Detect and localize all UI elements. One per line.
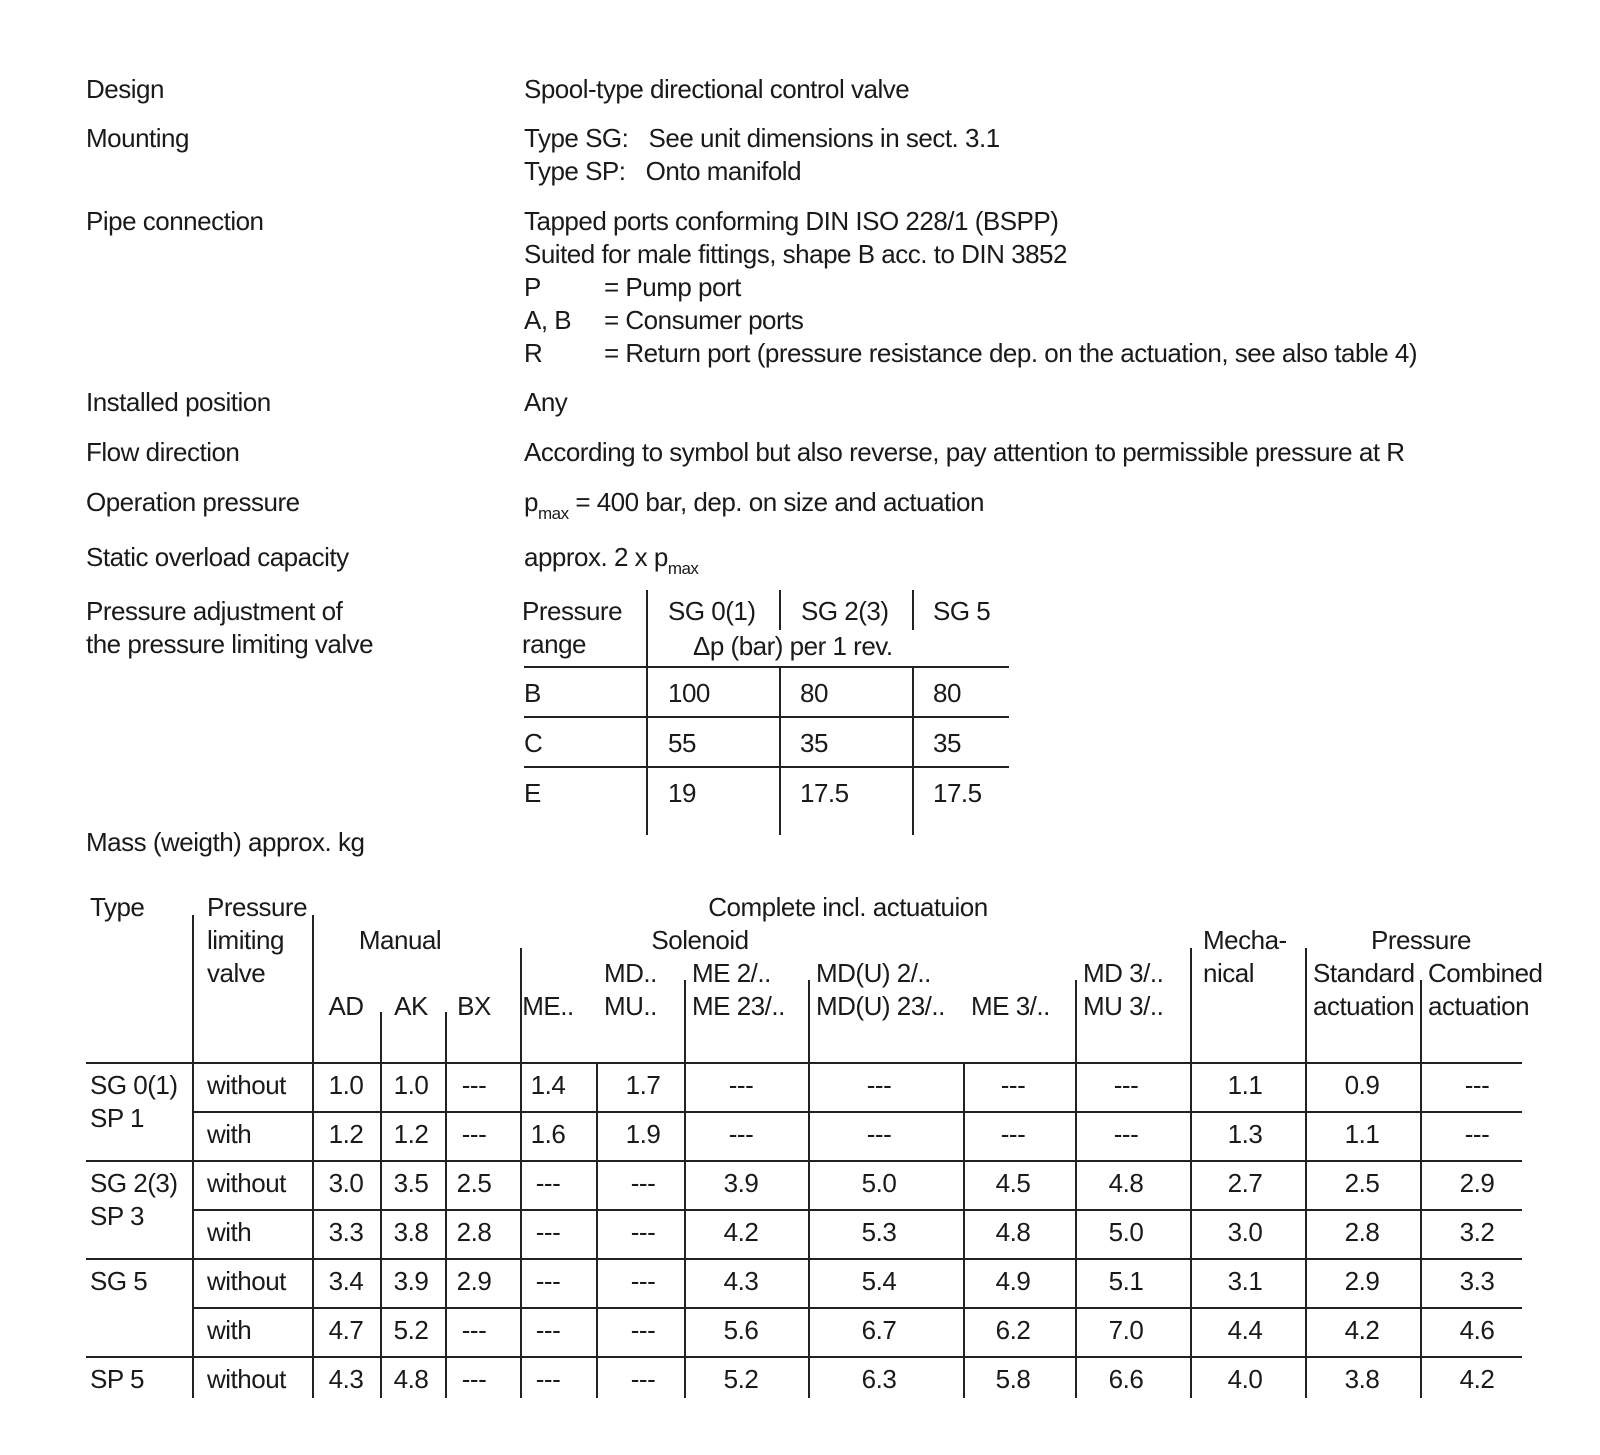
- size-head: SG 2(3): [801, 596, 889, 626]
- mass-cell: 1.0: [393, 1070, 429, 1100]
- type-cell: SP 1: [90, 1103, 144, 1133]
- mounting-label: Mounting: [86, 123, 189, 153]
- mass-cell: 1.2: [328, 1119, 364, 1149]
- mass-cell: 3.9: [723, 1168, 759, 1198]
- row-divider: [524, 766, 1009, 768]
- type-cell: SG 5: [90, 1266, 148, 1296]
- static-value: [524, 540, 698, 578]
- value-cell: 19: [668, 778, 696, 808]
- mass-cell: 1.6: [530, 1119, 566, 1149]
- mass-cell: 2.7: [1227, 1168, 1263, 1198]
- flow-label: Flow direction: [86, 437, 240, 467]
- range-cell: C: [524, 728, 543, 758]
- complete-head: Complete incl. actuatuion: [708, 892, 988, 922]
- solenoid-head: Solenoid: [651, 925, 749, 955]
- mass-cell: 6.2: [995, 1315, 1031, 1345]
- type-cell: SP 5: [90, 1364, 144, 1394]
- mass-cell: 3.3: [1459, 1266, 1495, 1296]
- mass-cell: 4.8: [1108, 1168, 1144, 1198]
- type-cell: SG 2(3): [90, 1168, 178, 1198]
- plv-head: Pressure: [207, 892, 308, 922]
- value-cell: 80: [933, 678, 961, 708]
- col-divider: [808, 980, 810, 1398]
- mass-cell: 1.7: [625, 1070, 661, 1100]
- mass-cell: 3.9: [393, 1266, 429, 1296]
- col-divider: [596, 1062, 598, 1398]
- mass-cell: 4.9: [995, 1266, 1031, 1296]
- mass-cell: 2.9: [456, 1266, 492, 1296]
- mass-cell: 2.5: [456, 1168, 492, 1198]
- col-divider: [684, 980, 686, 1398]
- mass-cell: 3.5: [393, 1168, 429, 1198]
- mass-cell: 4.5: [995, 1168, 1031, 1198]
- col-divider: [779, 666, 781, 835]
- adjust-label-2: the pressure limiting valve: [86, 629, 374, 659]
- group-divider: [86, 1258, 1522, 1260]
- mass-cell: 6.7: [861, 1315, 897, 1345]
- operation-label: Operation pressure: [86, 487, 300, 517]
- delta-p-subhead: Δp (bar) per 1 rev.: [693, 631, 893, 661]
- mounting-sg: Type SG: See unit dimensions in sect. 3.1: [524, 123, 1000, 153]
- mass-title: Mass (weigth) approx. kg: [86, 827, 365, 857]
- operation-rest: = 400 bar, dep. on size and actuation: [568, 487, 984, 517]
- mass-cell: 1.0: [328, 1070, 364, 1100]
- mass-cell: 7.0: [1108, 1315, 1144, 1345]
- col-divider: [1305, 948, 1307, 1398]
- adjust-label-1: Pressure adjustment of: [86, 596, 343, 626]
- mass-cell: 4.8: [995, 1217, 1031, 1247]
- mass-cell: 1.1: [1344, 1119, 1380, 1149]
- mass-cell: ---: [630, 1168, 656, 1198]
- row-divider: [524, 666, 1009, 668]
- mass-cell: ---: [728, 1119, 754, 1149]
- column-subhead: AK: [394, 991, 428, 1021]
- mass-cell: 1.9: [625, 1119, 661, 1149]
- mass-cell: 4.6: [1459, 1315, 1495, 1345]
- mass-cell: ---: [630, 1364, 656, 1394]
- value-cell: 35: [800, 728, 828, 758]
- column-subhead: Standard: [1313, 958, 1415, 988]
- pressure-range-head: Pressure: [522, 596, 623, 626]
- mass-cell: 5.2: [723, 1364, 759, 1394]
- mass-cell: 4.3: [723, 1266, 759, 1296]
- mass-cell: 3.0: [328, 1168, 364, 1198]
- value-cell: 55: [668, 728, 696, 758]
- mass-cell: 4.4: [1227, 1315, 1263, 1345]
- mass-cell: 4.8: [393, 1364, 429, 1394]
- mass-cell: ---: [535, 1168, 561, 1198]
- column-subhead: AD: [328, 991, 364, 1021]
- port-desc: = Pump port: [604, 272, 741, 302]
- mass-cell: ---: [1000, 1119, 1026, 1149]
- design-value: Spool-type directional control valve: [524, 74, 910, 104]
- plv-head: valve: [207, 958, 266, 988]
- port-desc: = Consumer ports: [604, 305, 804, 335]
- port-key: R: [524, 338, 543, 368]
- mass-cell: 5.1: [1108, 1266, 1144, 1296]
- group-divider: [86, 1062, 1522, 1064]
- mass-cell: 4.7: [328, 1315, 364, 1345]
- mass-cell: ---: [461, 1119, 487, 1149]
- column-subhead: Combined: [1428, 958, 1543, 988]
- mass-cell: 3.8: [393, 1217, 429, 1247]
- mass-cell: 5.3: [861, 1217, 897, 1247]
- mechanical-head: Mecha-: [1203, 925, 1287, 955]
- mass-cell: 5.4: [861, 1266, 897, 1296]
- port-key: P: [524, 272, 541, 302]
- plv-cell: with: [207, 1315, 252, 1345]
- mass-cell: 2.5: [1344, 1168, 1380, 1198]
- plv-cell: without: [207, 1168, 286, 1198]
- static-prefix: approx. 2 x p: [524, 542, 668, 572]
- pmax-subscript: max: [537, 504, 569, 523]
- mass-cell: ---: [866, 1119, 892, 1149]
- mass-cell: 2.8: [456, 1217, 492, 1247]
- value-cell: 80: [800, 678, 828, 708]
- mass-cell: ---: [1113, 1070, 1139, 1100]
- mass-cell: 5.6: [723, 1315, 759, 1345]
- plv-head: limiting: [207, 925, 284, 955]
- size-head: SG 0(1): [668, 596, 756, 626]
- mass-cell: 5.2: [393, 1315, 429, 1345]
- plv-cell: without: [207, 1364, 286, 1394]
- mass-cell: 6.6: [1108, 1364, 1144, 1394]
- plv-cell: with: [207, 1217, 252, 1247]
- column-subhead: actuation: [1428, 991, 1530, 1021]
- pressure-adjustment-table: [520, 596, 1010, 835]
- mass-cell: 1.4: [530, 1070, 566, 1100]
- column-subhead: MU 3/..: [1083, 991, 1164, 1021]
- mounting-sp: Type SP: Onto manifold: [524, 156, 802, 186]
- col-divider: [1420, 980, 1422, 1398]
- row-divider: [192, 1209, 1522, 1211]
- mass-cell: 4.2: [723, 1217, 759, 1247]
- mass-cell: 3.8: [1344, 1364, 1380, 1394]
- column-subhead: BX: [457, 991, 491, 1021]
- row-divider: [192, 1307, 1522, 1309]
- column-subhead: MD(U) 23/..: [816, 991, 945, 1021]
- mass-cell: ---: [866, 1070, 892, 1100]
- mass-cell: ---: [535, 1364, 561, 1394]
- mass-cell: 5.0: [1108, 1217, 1144, 1247]
- pipe-label: Pipe connection: [86, 206, 264, 236]
- plv-cell: with: [207, 1119, 252, 1149]
- mass-cell: ---: [461, 1070, 487, 1100]
- range-cell: E: [524, 778, 541, 808]
- mass-cell: 3.3: [328, 1217, 364, 1247]
- mass-cell: ---: [1464, 1119, 1490, 1149]
- size-head: SG 5: [933, 596, 991, 626]
- row-divider: [192, 1111, 1522, 1113]
- pipe-line2: Suited for male fittings, shape B acc. to DIN 3852: [524, 239, 1067, 269]
- column-subhead: MD 3/..: [1083, 958, 1164, 988]
- mass-cell: 6.3: [861, 1364, 897, 1394]
- mass-cell: 5.0: [861, 1168, 897, 1198]
- column-subhead: ME 2/..: [692, 958, 771, 988]
- mass-cell: 3.4: [328, 1266, 364, 1296]
- flow-value: According to symbol but also reverse, pay attention to permissible pressure at R: [524, 437, 1405, 467]
- col-divider: [380, 1012, 382, 1398]
- column-subhead: ME 23/..: [692, 991, 785, 1021]
- type-cell: SP 3: [90, 1201, 144, 1231]
- type-cell: SG 0(1): [90, 1070, 178, 1100]
- col-divider: [646, 590, 648, 835]
- mass-cell: ---: [630, 1217, 656, 1247]
- mass-cell: ---: [535, 1315, 561, 1345]
- mass-cell: 1.2: [393, 1119, 429, 1149]
- mass-cell: ---: [1000, 1070, 1026, 1100]
- col-divider: [312, 915, 314, 1398]
- mass-cell: 2.9: [1344, 1266, 1380, 1296]
- mass-cell: ---: [535, 1266, 561, 1296]
- group-divider: [86, 1356, 1522, 1358]
- mass-cell: 4.2: [1344, 1315, 1380, 1345]
- row-divider: [524, 716, 1009, 718]
- mass-cell: ---: [630, 1266, 656, 1296]
- mass-cell: ---: [728, 1070, 754, 1100]
- design-label: Design: [86, 74, 164, 104]
- mass-cell: 4.0: [1227, 1364, 1263, 1394]
- col-divider: [192, 915, 194, 1398]
- manual-head: Manual: [358, 925, 442, 955]
- mass-cell: 0.9: [1344, 1070, 1380, 1100]
- type-head: Type: [90, 892, 145, 922]
- range-cell: B: [524, 678, 541, 708]
- column-subhead: actuation: [1313, 991, 1415, 1021]
- static-label: Static overload capacity: [86, 542, 349, 572]
- mass-cell: 1.1: [1227, 1070, 1263, 1100]
- mass-cell: 2.8: [1344, 1217, 1380, 1247]
- col-divider: [1075, 980, 1077, 1398]
- mass-cell: ---: [535, 1217, 561, 1247]
- mass-cell: 5.8: [995, 1364, 1031, 1394]
- pressure-actuation-head: Pressure: [1370, 925, 1472, 955]
- operation-value: [524, 485, 984, 523]
- pressure-range-head: range: [522, 629, 586, 659]
- col-divider: [912, 666, 914, 835]
- mass-cell: ---: [1113, 1119, 1139, 1149]
- mass-cell: 3.0: [1227, 1217, 1263, 1247]
- installed-label: Installed position: [86, 387, 271, 417]
- value-cell: 100: [668, 678, 710, 708]
- column-subhead: MU..: [604, 991, 657, 1021]
- installed-value: Any: [524, 387, 568, 417]
- mass-cell: ---: [1464, 1070, 1490, 1100]
- col-divider: [779, 590, 781, 630]
- pmax-subscript: max: [667, 559, 699, 578]
- port-desc: = Return port (pressure resistance dep. on the actuation, see also table 4): [604, 338, 1418, 368]
- mass-cell: 4.2: [1459, 1364, 1495, 1394]
- value-cell: 35: [933, 728, 961, 758]
- value-cell: 17.5: [800, 778, 849, 808]
- column-subhead: ME 3/..: [971, 991, 1050, 1021]
- column-subhead: MD(U) 2/..: [816, 958, 931, 988]
- port-key: A, B: [524, 305, 572, 335]
- col-divider: [445, 1012, 447, 1398]
- mass-cell: 4.3: [328, 1364, 364, 1394]
- col-divider: [1190, 948, 1192, 1398]
- pmax-symbol: p: [524, 487, 538, 517]
- group-divider: [86, 1160, 1522, 1162]
- col-divider: [963, 1062, 965, 1398]
- mass-cell: ---: [630, 1315, 656, 1345]
- plv-cell: without: [207, 1070, 286, 1100]
- mass-cell: 3.2: [1459, 1217, 1495, 1247]
- column-subhead: MD..: [604, 958, 657, 988]
- col-divider: [912, 590, 914, 630]
- mechanical-head: nical: [1203, 958, 1254, 988]
- mass-cell: ---: [461, 1315, 487, 1345]
- mass-cell: 1.3: [1227, 1119, 1263, 1149]
- pipe-line1: Tapped ports conforming DIN ISO 228/1 (BSPP): [524, 206, 1059, 236]
- plv-cell: without: [207, 1266, 286, 1296]
- value-cell: 17.5: [933, 778, 982, 808]
- mass-cell: 3.1: [1227, 1266, 1263, 1296]
- column-subhead: ME..: [522, 991, 574, 1021]
- mass-cell: ---: [461, 1364, 487, 1394]
- mass-cell: 2.9: [1459, 1168, 1495, 1198]
